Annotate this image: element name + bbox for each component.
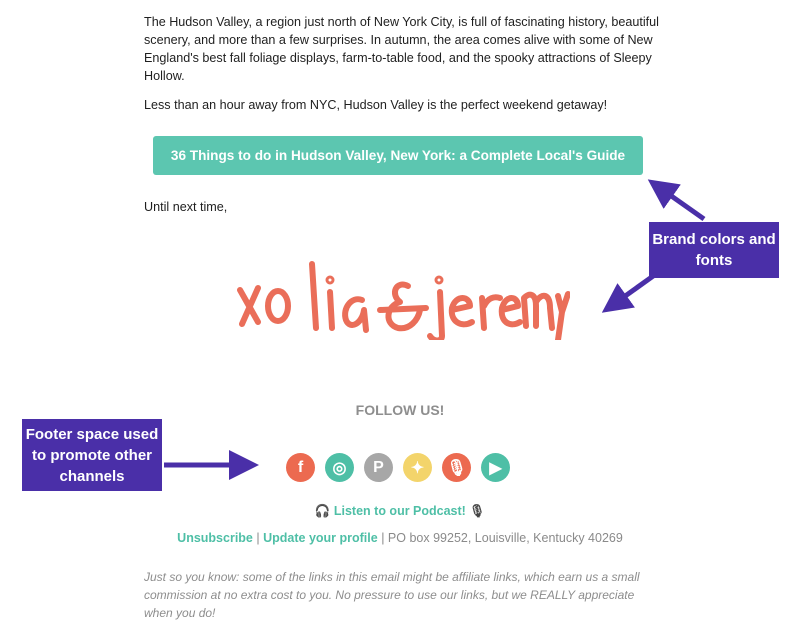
arrow-to-signature [614,274,656,304]
follow-us-heading: FOLLOW US! [355,402,445,418]
affiliate-disclaimer: Just so you know: some of the links in this email might be affiliate links, which earn us a small commission at no extra cost to you. No pressure to use our links, but we REALLY appreciate when you do! [144,570,640,620]
signoff-text: Until next time, [144,200,228,214]
footer-links-line [0,531,800,545]
arrow-to-cta [660,188,704,219]
podcast-link[interactable]: Listen to our Podcast! [333,504,466,518]
social-icons-row [286,453,510,482]
postal-address: PO box 99252, Louisville, Kentucky 40269 [387,531,623,545]
intro-paragraph: The Hudson Valley, a region just north of New York City, is full of fascinating history, beautiful scenery, and more than a few surprises. In autumn, the area comes alive with some of New England's best fall foliage displays, farm-to-table food, and the spooky attractions of Sleepy Hollow. [144,15,659,83]
separator-1: | [256,531,260,545]
signature-logo [230,250,570,340]
microphone-icon[interactable]: 🎙 [442,453,471,482]
instagram-icon[interactable]: ◎ [325,453,354,482]
brand-callout: Brand colors and fonts [649,222,779,278]
twitter-icon[interactable]: ✦ [403,453,432,482]
footer-callout: Footer space used to promote other channels [22,419,162,491]
headphones-icon: 🎧 [314,504,331,518]
update-profile-link[interactable]: Update your profile [263,531,378,545]
podcast-line [0,504,800,519]
guide-cta-button[interactable]: 36 Things to do in Hudson Valley, New York: a Complete Local's Guide [153,136,643,175]
separator-2: | [381,531,385,545]
youtube-icon[interactable]: ▶ [481,453,510,482]
pinterest-icon[interactable]: P [364,453,393,482]
unsubscribe-link[interactable]: Unsubscribe [177,531,253,545]
microphone-small-icon: 🎙 [469,504,486,518]
facebook-icon[interactable]: f [286,453,315,482]
getaway-paragraph: Less than an hour away from NYC, Hudson Valley is the perfect weekend getaway! [144,98,608,112]
